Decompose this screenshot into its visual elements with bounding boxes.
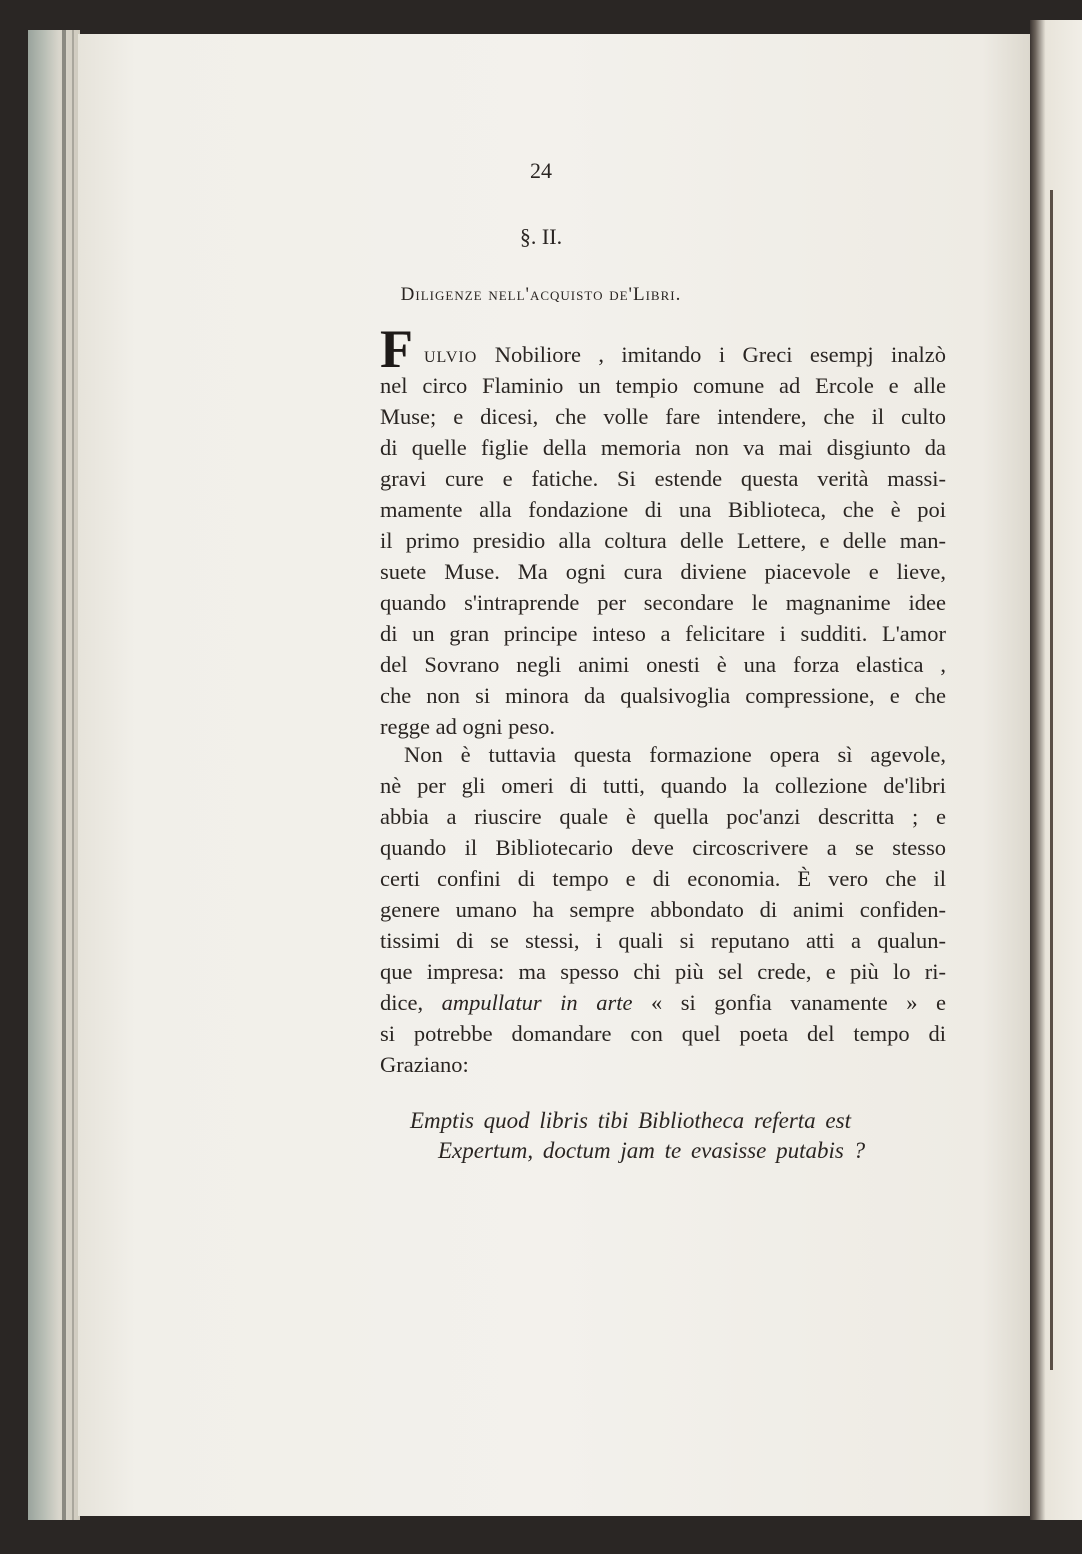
text-line: abbia a riuscire quale è quella poc'anzi descritta ; e <box>380 804 946 829</box>
text-line <box>380 988 946 1018</box>
text-line: Muse; e dicesi, che volle fare intendere, che il culto <box>380 404 946 429</box>
first-word-rest: ulvio <box>424 342 478 367</box>
text-line: si potrebbe domandare con quel poeta del tempo di <box>380 1021 946 1046</box>
text-line: nè per gli omeri di tutti, quando la collezione de'libri <box>380 773 946 798</box>
text-line: gravi cure e fatiche. Si estende questa verità massi- <box>380 466 946 491</box>
drop-cap: F <box>380 319 413 379</box>
text-line: que impresa: ma spesso chi più sel crede, e più lo ri- <box>380 959 946 984</box>
line-text: Nobiliore , imitando i Greci esempj inalzò <box>494 342 946 367</box>
text-line: del Sovrano negli animi onesti è una forza elastica , <box>380 652 946 677</box>
verse-line-2: Expertum, doctum jam te evasisse putabis ? <box>438 1138 866 1163</box>
text-line: nel circo Flaminio un tempio comune ad Ercole e alle <box>380 373 946 398</box>
text-line: di un gran principe inteso a felicitare i sudditi. L'amor <box>380 621 946 646</box>
section-heading: Diligenze nell'acquisto de'Libri. <box>400 284 682 305</box>
text-line: regge ad ogni peso. <box>380 714 555 739</box>
translation-phrase: « si gonfia vanamente » e <box>650 990 946 1015</box>
section-number: §. II. <box>519 224 563 249</box>
text-line: genere umano ha sempre abbondato di animi confiden- <box>380 897 946 922</box>
text-line: di quelle figlie della memoria non va mai disgiunto da <box>380 435 946 460</box>
book-binding <box>28 30 80 1520</box>
text-line <box>380 340 946 370</box>
text-line: certi confini di tempo e di economia. È vero che il <box>380 866 946 891</box>
text-line: che non si minora da qualsivoglia compressione, e che <box>380 683 946 708</box>
text-line: Graziano: <box>380 1052 469 1077</box>
text-line: quando il Bibliotecario deve circoscrivere a se stesso <box>380 835 946 860</box>
text-line: il primo presidio alla coltura delle Lettere, e delle man- <box>380 528 946 553</box>
text-line: Non è tuttavia questa formazione opera sì agevole, <box>404 742 946 767</box>
text-line: quando s'intraprende per secondare le magnanime idee <box>380 590 946 615</box>
text-line: mamente alla fondazione di una Biblioteca, che è poi <box>380 497 946 522</box>
text-line: suete Muse. Ma ogni cura diviene piacevole e lieve, <box>380 559 946 584</box>
verse-line-1: Emptis quod libris tibi Bibliotheca referta est <box>410 1108 851 1133</box>
text-line: tissimi di se stessi, i quali si reputano atti a qualun- <box>380 928 946 953</box>
page-number: 24 <box>530 158 552 183</box>
line-text: dice, <box>380 990 424 1015</box>
latin-phrase: ampullatur in arte <box>441 990 633 1015</box>
